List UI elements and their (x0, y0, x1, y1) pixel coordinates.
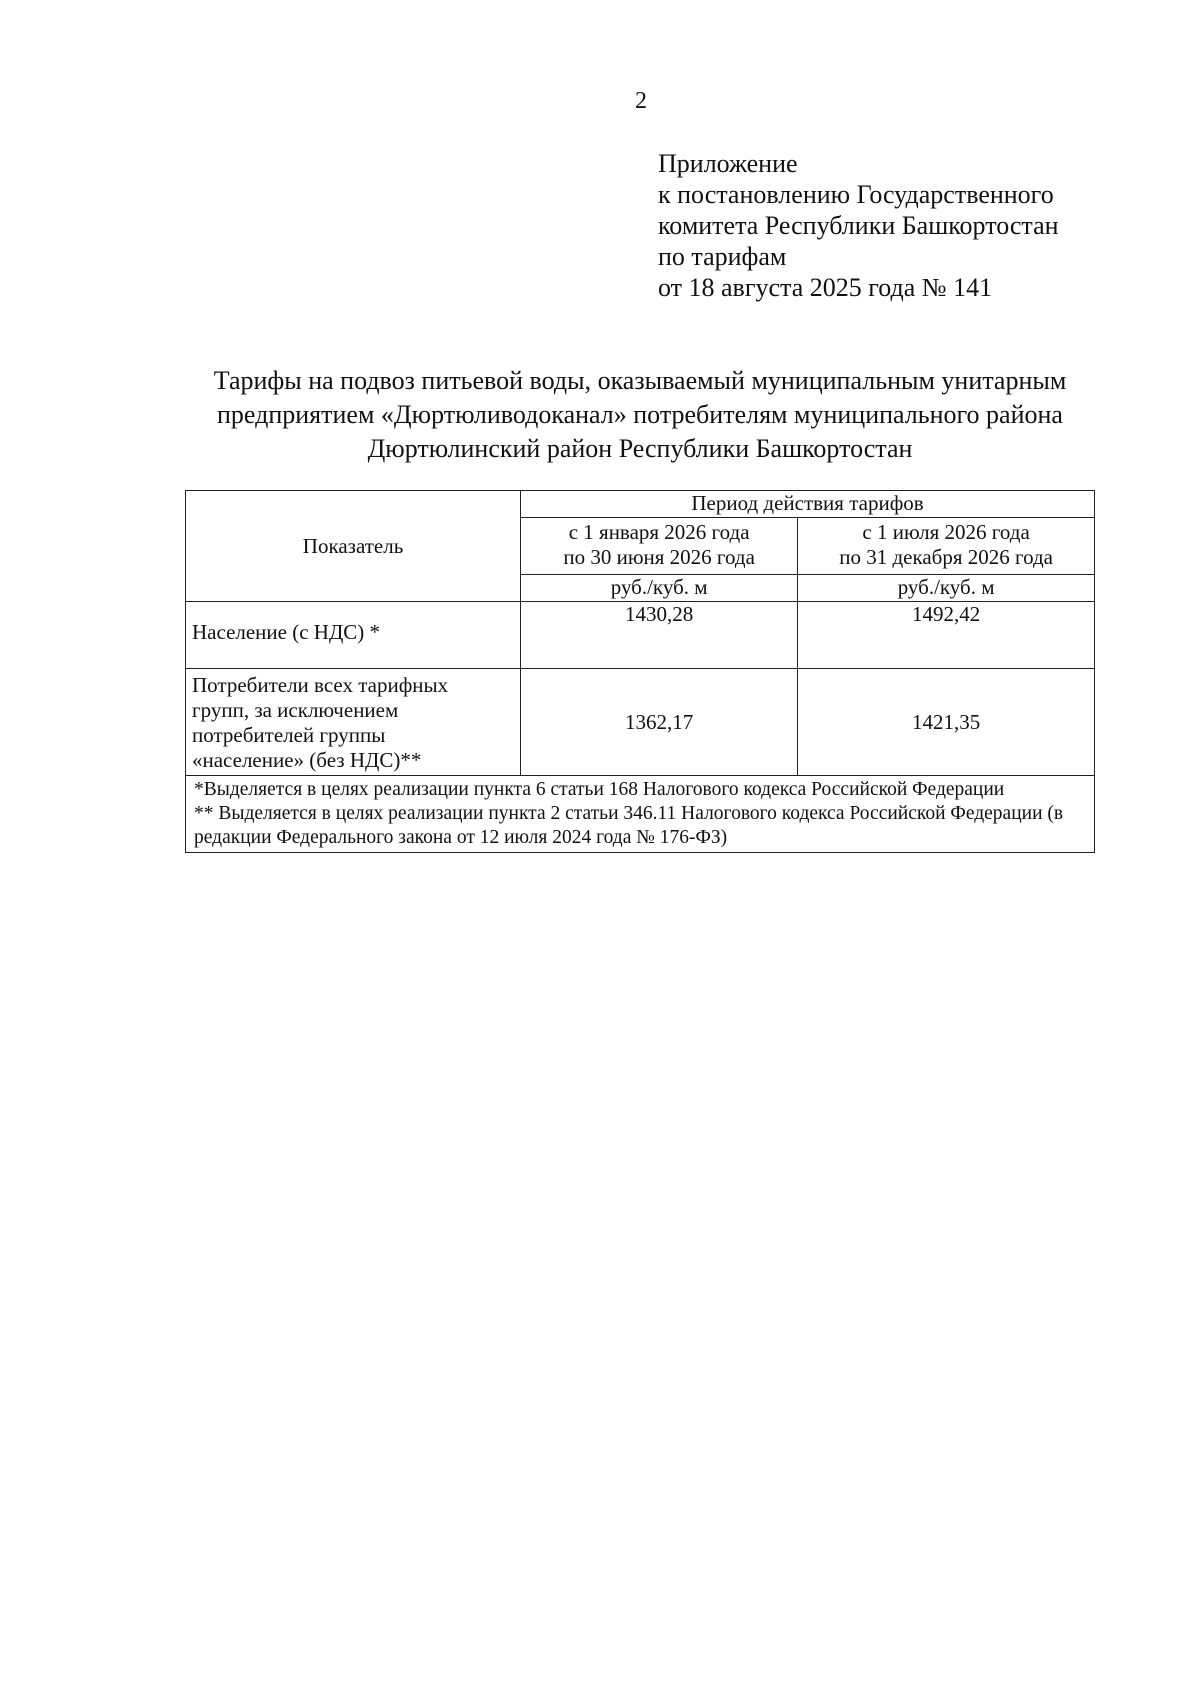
period-dates-2 (798, 518, 1095, 575)
row-label-line: групп, за исключением (192, 698, 399, 722)
period-dates-1 (521, 518, 798, 575)
table-row (186, 602, 1095, 669)
period-end: по 31 декабря 2026 года (839, 545, 1053, 569)
appendix-line: комитета Республики Башкортостан (658, 211, 1059, 240)
unit-cell: руб./куб. м (521, 575, 798, 602)
indicator-header: Показатель (186, 491, 521, 602)
tariff-value: 1492,42 (798, 602, 1095, 669)
title-line: Дюртюлинский район Республики Башкортостан (367, 434, 913, 463)
period-start: с 1 января 2026 года (568, 520, 750, 544)
row-label (186, 602, 521, 669)
tariff-value: 1430,28 (521, 602, 798, 669)
row-label-line: Потребители всех тарифных (192, 673, 449, 697)
appendix-line: от 18 августа 2025 года № 141 (658, 273, 993, 302)
table-header-row (186, 491, 1095, 518)
footnotes-row (186, 776, 1095, 853)
page-number: 2 (635, 88, 647, 114)
tariff-value: 1362,17 (521, 669, 798, 776)
row-label-line: «население» (без НДС)** (192, 748, 422, 772)
row-label-line: Население (с НДС) * (192, 620, 381, 644)
row-label-line: потребителей группы (192, 723, 386, 747)
title-line: предприятием «Дюртюливодоканал» потребителям муниципального района (217, 400, 1063, 429)
period-header: Период действия тарифов (521, 491, 1095, 518)
appendix-line: к постановлению Государственного (658, 180, 1054, 209)
footnotes (186, 776, 1095, 853)
period-end: по 30 июня 2026 года (563, 545, 755, 569)
footnote: *Выделяется в целях реализации пункта 6 статьи 168 Налогового кодекса Российской Федерации (194, 779, 1005, 800)
appendix-header (658, 148, 1059, 303)
tariff-value: 1421,35 (798, 669, 1095, 776)
tariff-table (185, 490, 1095, 853)
appendix-line: по тарифам (658, 242, 787, 271)
title-line: Тарифы на подвоз питьевой воды, оказываемый муниципальным унитарным (213, 366, 1067, 395)
unit-cell: руб./куб. м (798, 575, 1095, 602)
appendix-line: Приложение (658, 149, 798, 178)
table-row (186, 669, 1095, 776)
period-start: с 1 июля 2026 года (862, 520, 1030, 544)
footnote: ** Выделяется в целях реализации пункта 2 статьи 346.11 Налогового кодекса Российской Федерации (в редакции Федерального закона от 12 июля 2024 года № 176-ФЗ) (194, 803, 1064, 848)
document-title (180, 364, 1100, 466)
row-label (186, 669, 521, 776)
